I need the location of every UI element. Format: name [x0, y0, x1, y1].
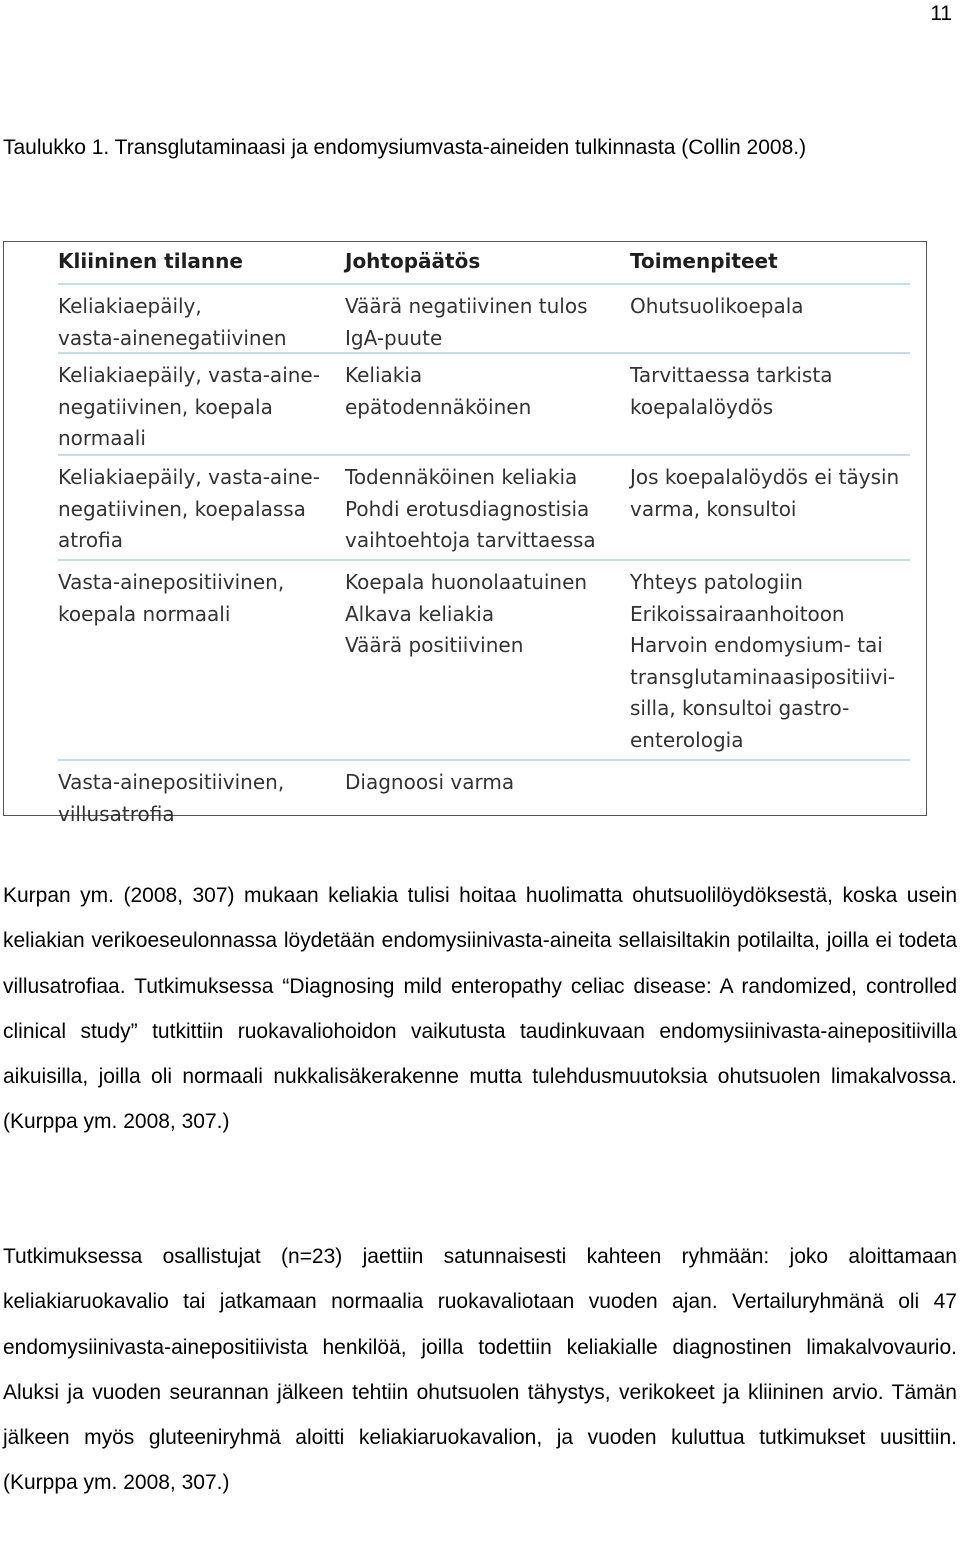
table-cell: Väärä negatiivinen tulos IgA-puute: [345, 294, 588, 350]
header-actions: Toimenpiteet: [630, 249, 778, 273]
body-paragraph: Kurpan ym. (2008, 307) mukaan keliakia tulisi hoitaa huolimatta ohutsuolilöydöksestä, koska usein keliakian verikoeseulonnassa löydetään endomysiinivasta-aineita sellaisiltakin potilailta, joilla ei todeta villusatrofiaa. Tutkimuksessa “Diagnosing mild enteropathy celiac disease: A randomized, controlled clinical study” tutkittiin ruokavaliohoidon vaikutusta taudinkuvaan endomysiinivasta-ainepositiivilla aikuisilla, joilla oli normaali nukkalisäkerakenne mutta tulehdusmuutoksia ohutsuolen limakalvossa. (Kurppa ym. 2008, 307.): [3, 884, 957, 1134]
table-row: [58, 561, 910, 761]
table-cell: Jos koepalalöydös ei täysin varma, konsultoi: [630, 465, 900, 521]
page-number: 11: [930, 2, 952, 25]
table-cell: [630, 767, 910, 827]
table-cell: Koepala huonolaatuinen Alkava keliakia Väärä positiivinen: [345, 570, 588, 657]
table-cell: Yhteys patologiin Erikoissairaanhoitoon Harvoin endomysium- tai transglutaminaasipositiivi- silla, konsultoi gastro- enterologia: [630, 570, 896, 752]
table-cell: Ohutsuolikoepala: [630, 294, 804, 318]
table-row: [58, 761, 910, 827]
header-clinical-situation: Kliininen tilanne: [58, 249, 243, 273]
table-cell: Keliakia epätodennäköinen: [345, 363, 532, 419]
table-cell: Vasta-ainepositiivinen, villusatrofia: [58, 770, 285, 826]
interpretation-table: [3, 241, 927, 826]
table-cell: Diagnoosi varma: [345, 770, 515, 794]
table-row: [58, 456, 910, 561]
header-conclusion: Johtopäätös: [345, 249, 481, 273]
table-cell: Keliakiaepäily, vasta-aine- negatiivinen, koepala normaali: [58, 363, 320, 450]
table-body: [58, 246, 910, 827]
table-cell: Vasta-ainepositiivinen, koepala normaali: [58, 570, 285, 626]
table-header-row: [58, 246, 910, 285]
table-caption: Taulukko 1. Transglutaminaasi ja endomysiumvasta-aineiden tulkinnasta (Collin 2008.): [3, 136, 807, 159]
table-cell: Tarvittaessa tarkista koepalalöydös: [630, 363, 833, 419]
table-row: [58, 285, 910, 354]
body-paragraph: Tutkimuksessa osallistujat (n=23) jaettiin satunnaisesti kahteen ryhmään: joko aloittamaan keliakiaruokavalio tai jatkamaan normaalia ruokavaliotaan vuoden ajan. Vertailuryhmänä oli 47 endomysiinivasta-ainepositiivista henkilöä, joilla todettiin keliakialle diagnostinen limakalvovaurio. Aluksi ja vuoden seurannan jälkeen tehtiin ohutsuolen tähystys, verikokeet ja kliininen arvio. Tämän jälkeen myös gluteeniryhmä aloitti keliakiaruokavalion, ja vuoden kuluttua tutkimukset uusittiin. (Kurppa ym. 2008, 307.): [3, 1245, 957, 1495]
table-cell: Todennäköinen keliakia Pohdi erotusdiagnostisia vaihtoehtoja tarvittaessa: [345, 465, 596, 552]
table-row: [58, 354, 910, 456]
table-cell: Keliakiaepäily, vasta-aine- negatiivinen, koepalassa atrofia: [58, 465, 320, 552]
table-cell: Keliakiaepäily, vasta-ainenegatiivinen: [58, 294, 287, 350]
